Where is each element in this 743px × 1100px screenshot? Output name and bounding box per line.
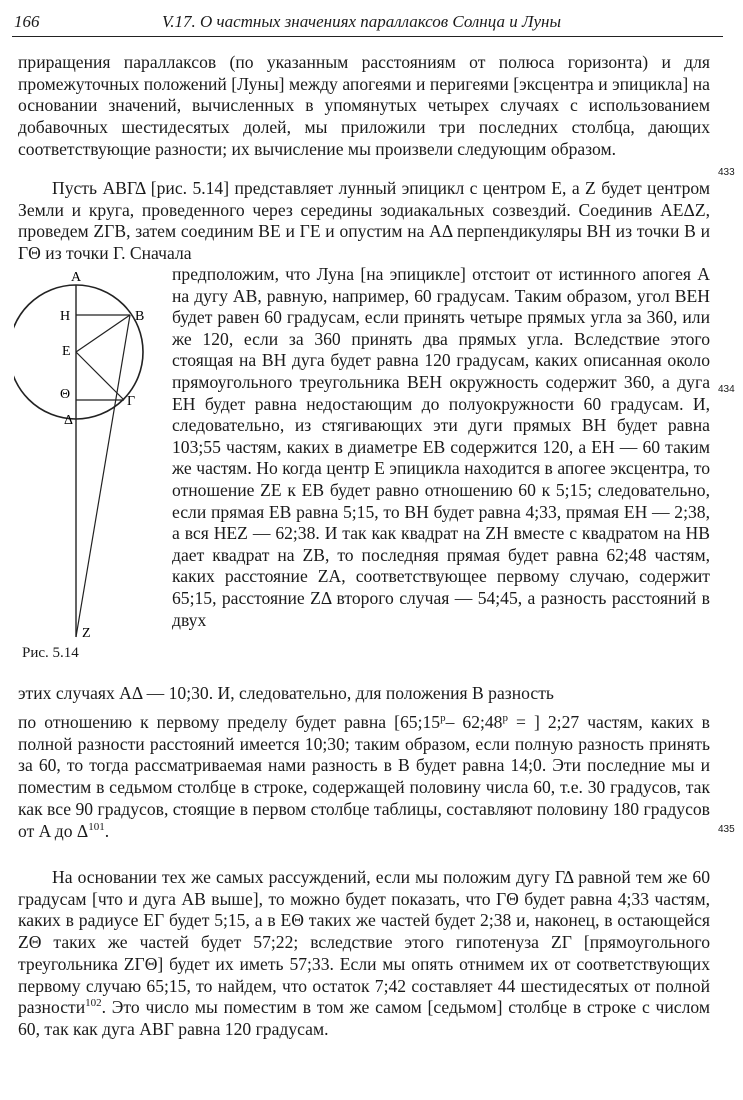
line-z-b [76,315,130,637]
paragraph-3-part2: . Это число мы поместим в том же самом [седьмом] столбце в строке с числом 60, так как дуга ΑΒΓ равна 120 градусам. [18,997,710,1039]
label-theta: Θ [60,387,71,402]
footnote-101: 101 [88,820,105,833]
paragraph-2-intro [18,178,710,265]
label-z: Ζ [82,626,91,641]
footnote-101-end: . [104,820,110,841]
paragraph-2-tail-a [18,683,710,705]
line-e-b [76,315,130,352]
paragraph-3-text [18,867,710,1041]
page-number: 166 [14,12,40,31]
figure-caption: Рис. 5.14 [22,645,79,661]
paragraph-3-part1: На основании тех же самых рассуждений, если мы положим дугу ΓΔ равной тем же 60 градусам [что и дуга ΑΒ выше], то можно будет показать, что ΓΘ будет равна 4;33 частям, каких в радиусе ΕΓ будет 5;15, а в ΕΘ таких же частей будет 2;38 и, наконец, в остающейся ΖΘ таких же частей будет 57;22; вследствие этого гипотенуза ΖΓ [прямоугольного треугольника ΖΓΘ] будет их иметь 57;33. Если мы опять отнимем их от соответствующих первому случаю 65;15, то найдем, что остаток 7;42 составляет 44 шестидесятых от полной разности [18,867,710,1018]
label-a: Α [71,270,82,285]
sup-p1: p [440,712,446,725]
margin-number-434: 434 [718,384,735,395]
line-e-g [76,352,124,400]
paragraph-2-side-column [172,264,710,631]
label-b: Β [135,309,145,324]
margin-number-435: 435 [718,824,735,835]
tail-b-part2: – 62;48 [445,712,503,732]
label-delta: Δ [64,413,74,428]
margin-number-433: 433 [718,167,735,178]
paragraph-2-tail-a-text: этих случаях ΑΔ — 10;30. И, следовательно, для положения Β разность [18,683,554,703]
tail-b-part1: по отношению к первому пределу будет равна [65;15 [18,712,441,732]
paragraph-2-tail-b [18,712,710,842]
paragraph-2-tail-b-text [18,712,710,842]
label-e: Ε [62,344,71,359]
footnote-102: 102 [85,997,102,1010]
label-h: Η [60,309,71,324]
paragraph-1 [18,52,710,161]
paragraph-2-intro-text: Пусть ΑΒΓΔ [рис. 5.14] представляет лунный эпицикл с центром Ε, а Ζ будет центром Земли и круга, проведенного через середины зодиакальных созвездий. Соединив ΑΕΔΖ, проведем ΖΓΒ, затем соединим ΒΕ и ΓΕ и опустим на ΑΔ перпендикуляры ΒΗ из точки Β и ΓΘ из точки Γ. Сначала [18,178,710,264]
page-header [12,6,723,40]
running-title: V.17. О частных значениях параллаксов Солнца и Луны [162,12,561,31]
label-gamma: Γ [127,394,136,409]
header-rule [12,36,723,37]
paragraph-1-text: приращения параллаксов (по указанным расстояниям от полюса горизонта) и для промежуточных положений [Луны] между апогеями и перигеями [эксцентра и эпицикла] на основании значений, вычисленных в упомянутых четырех случаях с использованием добавочных шестидесятых долей, мы приложили три последних столбца, дающих соответствующие разности; их вычисление мы произвели следующим образом. [18,52,710,159]
paragraph-2-side-text: предположим, что Луна [на эпицикле] отстоит от истинного апогея Α на дугу ΑΒ, равную, например, 60 градусам. Таким образом, угол ΒΕΗ будет равен 60 градусам, если принять четыре прямых угла за 360, или же 120, если за 360 принять два прямых угла. Вследствие этого стоящая на ΒΗ дуга будет равна 120 градусам, каких описанная около прямоугольного треугольника ΒΕΗ окружность содержит 360, а дуга ΕΗ будет равна недостающим до полуокружности 60 градусам. И, следовательно, из стягивающих эти дуги прямых ΒΗ будет равна 103;55 частям, каких в диаметре ΕΒ содержится 120, а ΕΗ — 60 таким же частям. Но когда центр Ε эпицикла находится в апогее эксцентра, то отношение ΖΕ к ΕΒ будет равно отношению 60 к 5;15; следовательно, если прямая ΕΒ равна 5;15, то ΒΗ будет равна 4;33, прямая ΕΗ — 2;38, а вся ΗΕΖ — 62;38. И так как квадрат на ΖΗ вместе с квадратом на ΗΒ дает квадрат на ΖΒ, то последняя прямая будет равна 62;48 частям, каких расстояние ΖΑ, соответствующее первому случаю, содержит 65;15, расстояние ΖΔ второго случая — 54;45, а разность расстояний в двух [172,264,710,630]
tail-b-part3: = ] 2;27 частям, каких в полной разности расстояний имеется 10;30; таким образом, если полную разность принять за 60, то тогда рассматриваемая нами разность в Β будет равна 14;0. Эти последние мы и поместим в седьмом столбце в строке, содержащей половину числа 60, т.е. 30 градусов, так как все 90 градусов, стоящие в первом столбце таблицы, составляют половину 180 градусов от Α до Δ [18,712,710,841]
figure-5-14 [14,265,172,685]
sup-p2: p [502,712,508,725]
paragraph-3 [18,867,710,1041]
